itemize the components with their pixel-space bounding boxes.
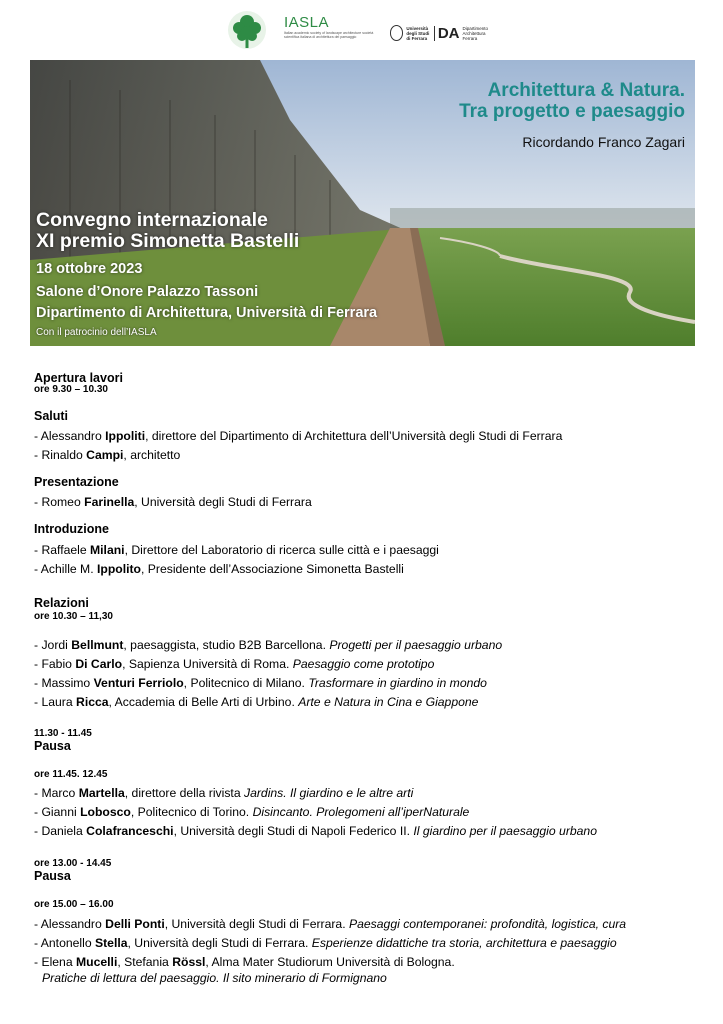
program-item: - Daniela Colafranceschi, Università degli Studi di Napoli Federico II. Il giardino per il paesaggio urbano [34, 824, 597, 838]
program-item: - Antonello Stella, Università degli Studi di Ferrara. Esperienze didattiche tra storia, architettura e paesaggio [34, 936, 617, 950]
program-item: - Jordi Bellmunt, paesaggista, studio B2B Barcellona. Progetti per il paesaggio urbano [34, 638, 503, 652]
program-item: - Rinaldo Campi, architetto [34, 448, 181, 462]
logo-header [0, 8, 723, 56]
banner-photo [30, 60, 695, 346]
iasla-wordmark: IASLA [284, 14, 330, 31]
program-item: - Alessandro Ippoliti, direttore del Dipartimento di Architettura dell’Università degli Studi di Ferrara [34, 429, 563, 443]
program-item: - Romeo Farinella, Università degli Studi di Ferrara [34, 495, 312, 509]
relazioni-heading: Relazioni [34, 596, 89, 610]
apertura-heading: Apertura lavori [34, 371, 123, 385]
conference-title-line2: XI premio Simonetta Bastelli [36, 230, 300, 252]
program-item: - Raffaele Milani, Direttore del Laboratorio di ricerca sulle città e i paesaggi [34, 543, 439, 557]
conference-date: 18 ottobre 2023 [36, 261, 143, 277]
pausa2-time: ore 13.00 - 14.45 [34, 858, 112, 869]
conference-venue: Salone d’Onore Palazzo Tassoni [36, 284, 259, 300]
unife-da-logo [390, 20, 488, 46]
program-item: - Marco Martella, direttore della rivista Jardins. Il giardino e le altre arti [34, 786, 414, 800]
da-name: Dipartimento Architettura Ferrara [462, 25, 488, 41]
introduzione-heading: Introduzione [34, 522, 109, 536]
banner-subtitle: Ricordando Franco Zagari [522, 134, 685, 150]
program-item: - Massimo Venturi Ferriolo, Politecnico di Milano. Trasformare in giardino in mondo [34, 676, 487, 690]
program-item: - Laura Ricca, Accademia di Belle Arti di Urbino. Arte e Natura in Cina e Giappone [34, 695, 479, 709]
pausa1-heading: Pausa [34, 739, 71, 753]
conference-title-line1: Convegno internazionale [36, 209, 268, 231]
program-item-talk: Pratiche di lettura del paesaggio. Il sito minerario di Formignano [42, 971, 387, 985]
program-item: - Elena Mucelli, Stefania Rössl, Alma Mater Studiorum Università di Bologna. [34, 955, 455, 969]
patronage-note: Con il patrocinio dell’IASLA [36, 327, 157, 338]
iasla-logo [284, 14, 379, 50]
conference-department: Dipartimento di Architettura, Università di Ferrara [36, 305, 378, 321]
banner-title-line1: Architettura & Natura. [487, 80, 685, 101]
session3-time: ore 15.00 – 16.00 [34, 899, 114, 910]
conference-title [36, 210, 299, 252]
pausa2-heading: Pausa [34, 869, 71, 883]
university-seal-icon [390, 25, 403, 41]
banner-title-line2: Tra progetto e paesaggio [459, 101, 685, 122]
relazioni-time: ore 10.30 – 11,30 [34, 611, 113, 622]
program-item: - Achille M. Ippolito, Presidente dell’Associazione Simonetta Bastelli [34, 562, 404, 576]
pausa1-time: 11.30 - 11.45 [34, 728, 92, 739]
apertura-time: ore 9.30 – 10.30 [34, 384, 108, 395]
saluti-heading: Saluti [34, 409, 69, 423]
banner-title [459, 80, 685, 122]
session2-time: ore 11.45. 12.45 [34, 769, 108, 780]
da-mark: DA [434, 26, 460, 41]
program-item: - Alessandro Delli Ponti, Università degli Studi di Ferrara. Paesaggi contemporanei: profondità, logistica, cura [34, 917, 627, 931]
tree-logo-icon [226, 10, 268, 52]
program-item: - Fabio Di Carlo, Sapienza Università di Roma. Paesaggio come prototipo [34, 657, 435, 671]
presentazione-heading: Presentazione [34, 475, 119, 489]
program-item: - Gianni Lobosco, Politecnico di Torino. Disincanto. Prolegomeni all’iperNaturale [34, 805, 470, 819]
unife-name: Università degli Studi di Ferrara [406, 25, 430, 41]
iasla-tagline: Italian academic society of landscape architecture società scientifica italiana di architettura del paesaggio [284, 31, 374, 39]
